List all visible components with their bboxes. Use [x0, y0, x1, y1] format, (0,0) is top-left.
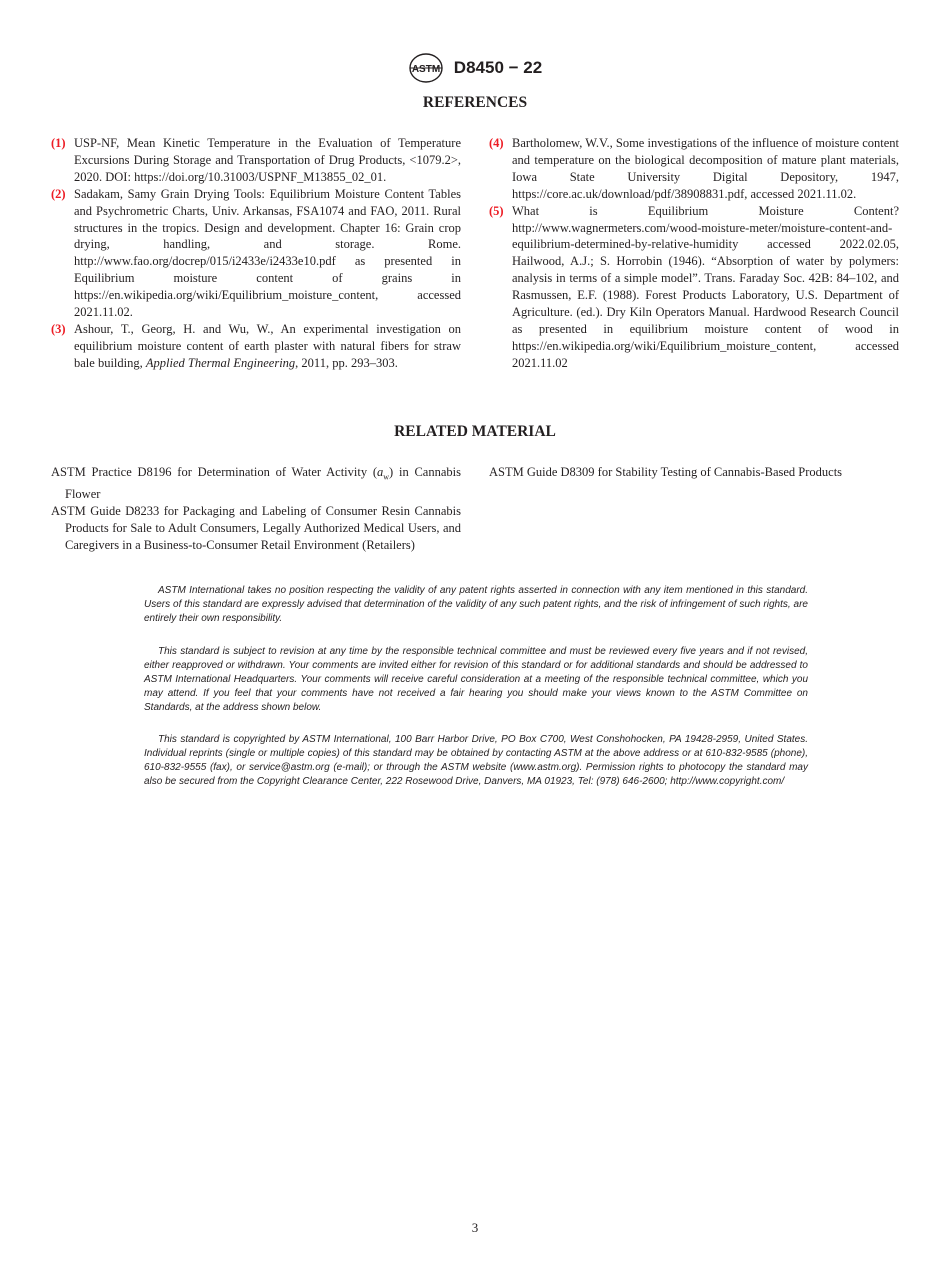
reference-number: (1) [51, 136, 66, 150]
references-left-column [51, 135, 461, 372]
astm-logo [408, 52, 444, 84]
reference-text: USP-NF, Mean Kinetic Temperature in the Evaluation of Temperature Excursions During Storage and Transportation of Drug Products, <1079.2>, 2020. DOI: https://doi.org/10.31003/USPNF_M13855_02_01. [74, 136, 461, 184]
revision-notice: This standard is subject to revision at any time by the responsible technical committee and must be reviewed every five years and if not revised, either reapproved or withdrawn. Your comments are invited either for revision of this standard or for additional standards and should be addressed to ASTM International Headquarters. Your comments will receive careful consideration at a meeting of the responsible technical committee, which you may attend. If you feel that your comments have not received a fair hearing you should make your views known to the ASTM Committee on Standards, at the address shown below. [144, 646, 808, 713]
water-activity-symbol: a [377, 465, 384, 479]
page-number: 3 [471, 1220, 479, 1235]
related-item: ASTM Guide D8233 for Packaging and Labeling of Consumer Resin Cannabis Products for Sale to Adult Consumers, Legally Authorized Medical Users, and Caregivers in a Business-to-Consumer Retail Environment (Retailers) [51, 504, 461, 553]
reference-number: (5) [489, 203, 504, 218]
reference-item [489, 135, 899, 203]
reference-item [51, 321, 461, 372]
references-heading: REFERENCES [422, 94, 528, 111]
reference-item [489, 203, 899, 372]
document-designation: D8450 − 22 [453, 58, 543, 77]
reference-text: Ashour, T., Georg, H. and Wu, W., An experimental investigation on equilibrium moisture content of earth plaster with natural fibers for straw bale building, Applied Thermal Engineering, 2011, pp. 293–303. [74, 321, 461, 370]
copyright-notice: This standard is copyrighted by ASTM International, 100 Barr Harbor Drive, PO Box C700, West Conshohocken, PA 19428-2959, United States. Individual reprints (single or multiple copies) of this standard may be obtained by contacting ASTM at the above address or at 610-832-9585 (phone), 610-832-9555 (fax), or service@astm.org (e-mail); or through the ASTM website (www.astm.org). Permission rights to photocopy the standard may also be secured from the Copyright Clearance Center, 222 Rosewood Drive, Danvers, MA 01923, Tel: (978) 646-2600; http://www.copyright.com/ [144, 734, 808, 787]
related-item: ASTM Practice D8196 for Determination of Water Activity $(a_w)$ in Cannabis Flower [51, 465, 461, 502]
related-left-column [51, 464, 461, 554]
related-right-column [489, 464, 899, 481]
reference-text: What is Equilibrium Moisture Content? http://www.wagnermeters.com/wood-moisture-meter/moisture-content-and- equilibrium-determined-by-relative-humidity accessed 2022.02.05, Hailwood, A.J.; S. Horrobin (1946). “Absorption of water by polymers: analysis in terms of a simple model”. Trans. Faraday Soc. 42B: 84–102, and Rasmussen, E.F. (1988). Forest Products Laboratory, U.S. Department of Agriculture. (ed.). Dry Kiln Operators Manual. Hardwood Research Council as presented in equilibrium moisture content of wood in https://en.wikipedia.org/wiki/Equilibrium_moisture_content, accessed 2021.11.02 [512, 203, 899, 370]
reference-text: Bartholomew, W.V., Some investigations of the influence of moisture content and temperature on the biological decomposition of mature plant materials, Iowa State University Digital Depository, 1947, https://core.ac.uk/download/pdf/38908831.pdf, accessed 2021.11.02. [512, 136, 899, 201]
reference-number: (2) [51, 186, 66, 201]
related-item: ASTM Guide D8309 for Stability Testing of Cannabis-Based Products [489, 465, 843, 479]
related-material-heading: RELATED MATERIAL [394, 423, 556, 440]
page-header [0, 52, 950, 84]
reference-number: (4) [489, 136, 504, 150]
reference-item [51, 135, 461, 186]
patent-notice: ASTM International takes no position respecting the validity of any patent rights asserted in connection with any item mentioned in this standard. Users of this standard are expressly advised that determination of the validity of any such patent rights, and the risk of infringement of such rights, are entirely their own responsibility. [144, 585, 808, 624]
references-right-column [489, 135, 899, 372]
svg-text:ASTM: ASTM [411, 64, 440, 75]
reference-text: Sadakam, Samy Grain Drying Tools: Equilibrium Moisture Content Tables and Psychrometric Charts, Univ. Arkansas, FSA1074 and FAO, 2011. Rural structures in the tropics. Design and development. Chapter 16: Grain crop drying, handling, and storage. Rome. http://www.fao.org/docrep/015/i2433e/i2433e10.pdf as presented in Equilibrium moisture content of grains in https://en.wikipedia.org/wiki/Equilibrium_moisture_content, accessed 2021.11.02. [74, 186, 461, 320]
reference-number: (3) [51, 321, 66, 336]
journal-title: Applied Thermal Engineering [145, 355, 296, 370]
reference-item [51, 186, 461, 321]
